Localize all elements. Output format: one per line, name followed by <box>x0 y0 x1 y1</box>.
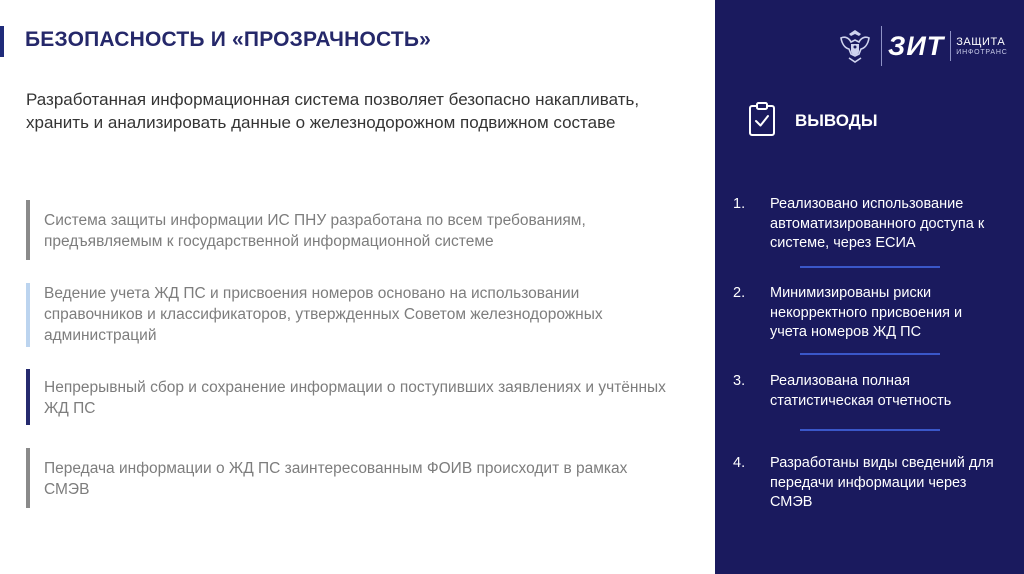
point-item-2 <box>26 283 666 347</box>
point-item-4-text: Передача информации о ЖД ПС заинтересованным ФОИВ происходит в рамках СМЭВ <box>44 460 628 498</box>
logo-mark: ЗИТ <box>888 30 945 61</box>
conclusion-text: Разработаны виды сведений для передачи информации через СМЭВ <box>770 455 994 510</box>
point-item-1 <box>26 200 666 260</box>
logo-text-line2: ИНФОТРАНС <box>956 48 1008 56</box>
logo-text-line1: ЗАЩИТА <box>956 35 1006 48</box>
conclusion-text: Реализована полная статистическая отчетность <box>770 373 952 409</box>
logo-separator <box>881 26 882 66</box>
point-item-3-text: Непрерывный сбор и сохранение информации о поступивших заявлениях и учтённых ЖД ПС <box>44 379 666 417</box>
emblem-icon <box>835 24 875 68</box>
point-item-4 <box>26 448 666 508</box>
conclusion-divider <box>800 353 940 355</box>
conclusions-title: ВЫВОДЫ <box>795 111 878 130</box>
conclusion-text: Минимизированы риски некорректного присвоения и учета номеров ЖД ПС <box>770 285 963 340</box>
point-item-2-text: Ведение учета ЖД ПС и присвоения номеров основано на использовании справочников и классификаторов, утвержденных Советом железнодорожных администраций <box>44 285 603 344</box>
page-title: БЕЗОПАСНОСТЬ И «ПРОЗРАЧНОСТЬ» <box>25 28 432 51</box>
conclusion-divider <box>800 266 940 268</box>
title-accent-bar <box>0 26 4 57</box>
conclusion-divider <box>800 429 940 431</box>
conclusion-item-4 <box>733 454 1003 513</box>
point-item-3 <box>26 369 666 425</box>
clipboard-check-icon <box>747 101 777 137</box>
conclusion-number: 4. <box>733 455 746 471</box>
conclusion-number: 3. <box>733 373 746 389</box>
conclusion-number: 1. <box>733 196 746 212</box>
intro-text: Разработанная информационная система позволяет безопасно накапливать, хранить и анализировать данные о железнодорожном подвижном составе <box>26 90 640 132</box>
conclusion-item-3 <box>733 372 1003 411</box>
logo-separator-2 <box>950 31 951 61</box>
logo-text <box>956 36 1007 57</box>
conclusion-item-1 <box>733 195 1003 254</box>
company-logo <box>835 24 1008 68</box>
conclusion-text: Реализовано использование автоматизированного доступа к системе, через ЕСИА <box>770 196 985 251</box>
conclusion-item-2 <box>733 284 1003 343</box>
point-item-1-text: Система защиты информации ИС ПНУ разработана по всем требованиям, предъявляемым к государственной информационной системе <box>44 212 586 250</box>
conclusion-number: 2. <box>733 285 746 301</box>
